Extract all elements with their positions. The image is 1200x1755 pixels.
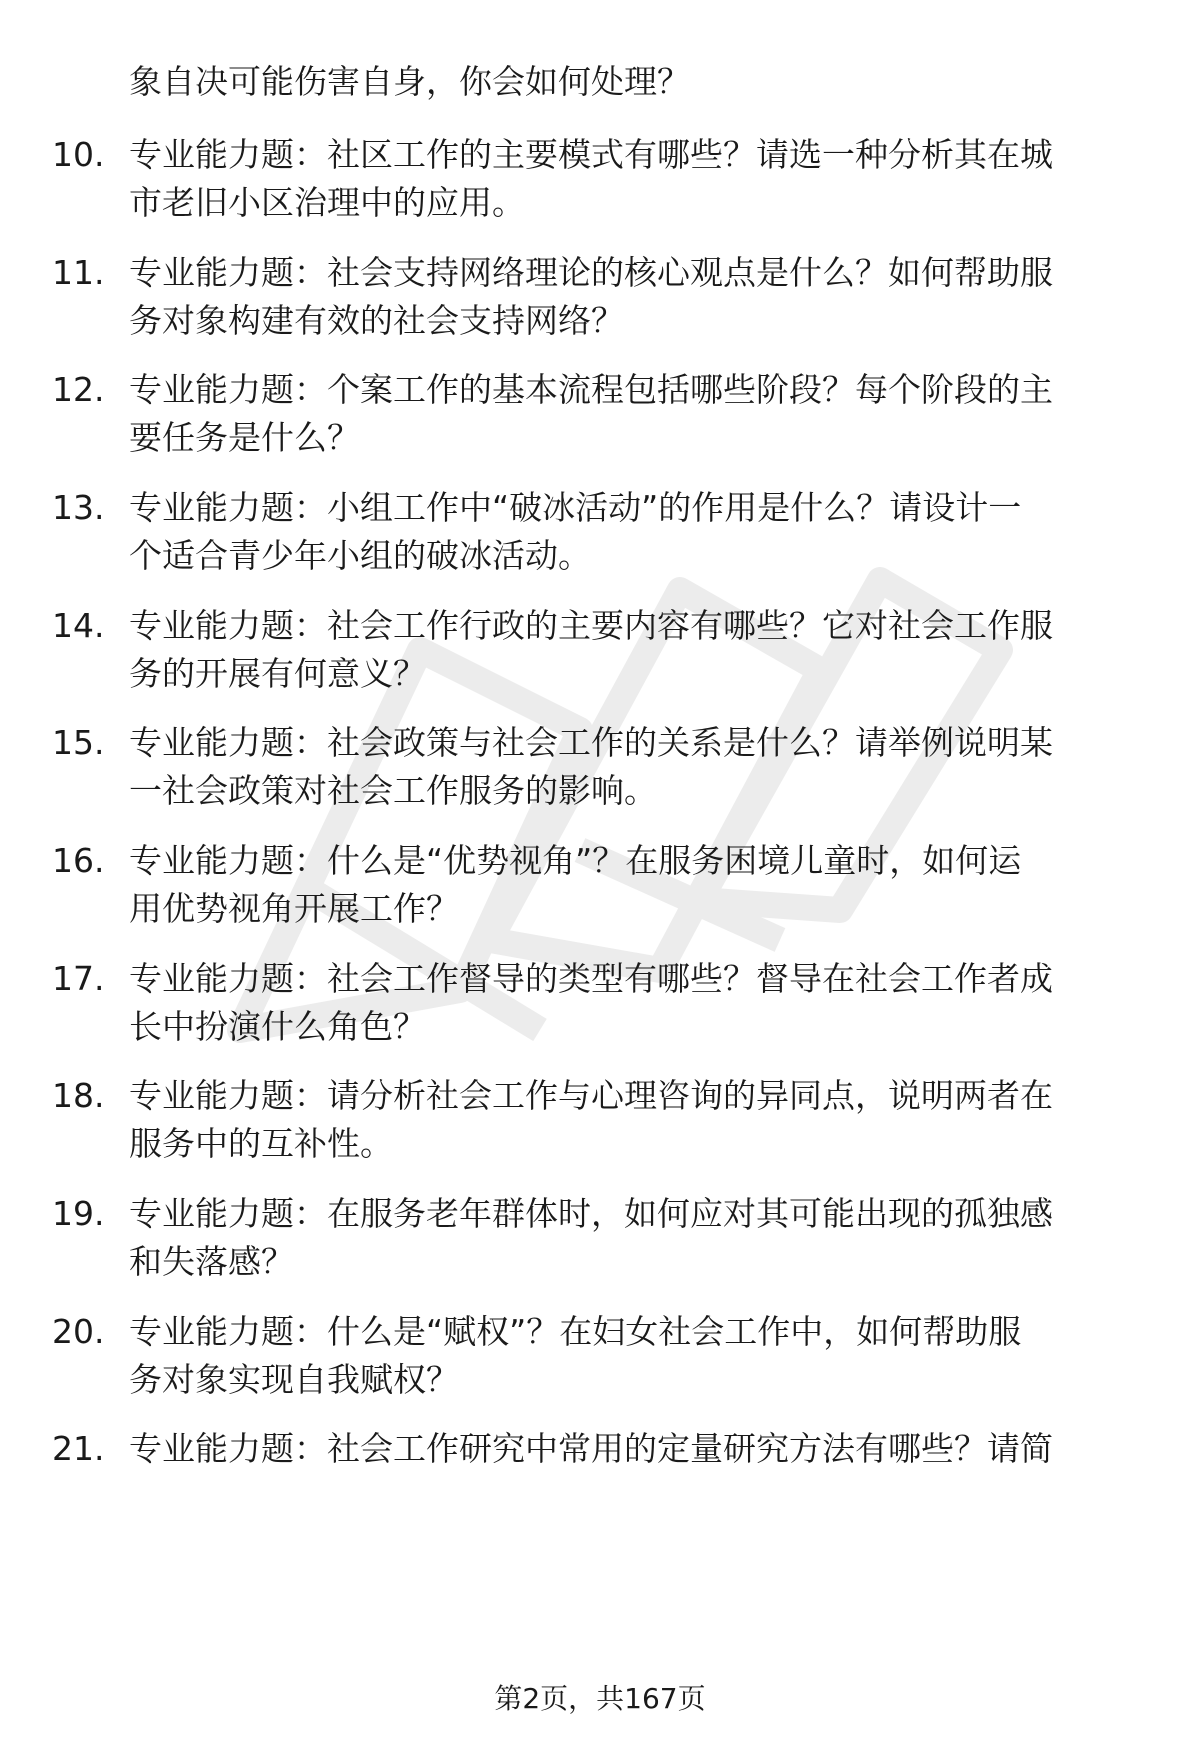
- list-item: [0, 1308, 1200, 1404]
- question-text: [129, 366, 1139, 462]
- question-number: 17.: [52, 959, 105, 998]
- list-item: [0, 1190, 1200, 1286]
- question-line: 专业能力题：社会政策与社会工作的关系是什么？请举例说明某: [129, 723, 1053, 762]
- question-number: 10.: [52, 135, 105, 174]
- question-number: 11.: [52, 253, 105, 292]
- question-line: 专业能力题：社会工作研究中常用的定量研究方法有哪些？请简: [129, 1429, 1053, 1468]
- question-line: 专业能力题：请分析社会工作与心理咨询的异同点，说明两者在: [129, 1076, 1053, 1115]
- question-line: 专业能力题：社会工作行政的主要内容有哪些？它对社会工作服: [129, 606, 1053, 645]
- question-line: 和失落感？: [129, 1242, 294, 1281]
- question-line: 长中扮演什么角色？: [129, 1007, 426, 1046]
- question-text: [129, 837, 1139, 933]
- question-text: [129, 1072, 1139, 1168]
- question-line: 务对象实现自我赋权？: [129, 1360, 459, 1399]
- question-text: [129, 1425, 1139, 1473]
- question-line: 一社会政策对社会工作服务的影响。: [129, 771, 657, 810]
- question-number: 12.: [52, 370, 105, 409]
- list-item: [0, 1425, 1200, 1521]
- question-number: 15.: [52, 723, 105, 762]
- continued-question-text: 象自决可能伤害自身，你会如何处理？: [129, 62, 690, 101]
- question-number: 13.: [52, 488, 105, 527]
- list-item: [0, 955, 1200, 1051]
- question-line: 专业能力题：在服务老年群体时，如何应对其可能出现的孤独感: [129, 1194, 1053, 1233]
- question-number: 21.: [52, 1429, 105, 1468]
- question-text: [129, 955, 1139, 1051]
- list-item: [0, 602, 1200, 698]
- question-line: 专业能力题：什么是“赋权”？在妇女社会工作中，如何帮助服: [129, 1312, 1022, 1351]
- question-text: [129, 602, 1139, 698]
- page-footer: 第2页，共167页: [494, 1682, 706, 1715]
- question-line: 要任务是什么？: [129, 418, 360, 457]
- question-text: [129, 484, 1139, 580]
- question-line: 市老旧小区治理中的应用。: [129, 183, 525, 222]
- list-item: [0, 366, 1200, 462]
- question-line: 务的开展有何意义？: [129, 654, 426, 693]
- question-text: [129, 719, 1139, 815]
- question-number: 19.: [52, 1194, 105, 1233]
- question-number: 18.: [52, 1076, 105, 1115]
- list-item: [0, 719, 1200, 815]
- question-line: 用优势视角开展工作？: [129, 889, 459, 928]
- question-line: 服务中的互补性。: [129, 1124, 393, 1163]
- question-line: 专业能力题：社会工作督导的类型有哪些？督导在社会工作者成: [129, 959, 1053, 998]
- question-text: [129, 1308, 1139, 1404]
- question-line: 个适合青少年小组的破冰活动。: [129, 536, 591, 575]
- question-line: 专业能力题：社区工作的主要模式有哪些？请选一种分析其在城: [129, 135, 1053, 174]
- question-number: 16.: [52, 841, 105, 880]
- question-number: 20.: [52, 1312, 105, 1351]
- list-item: [0, 131, 1200, 227]
- question-line: 专业能力题：社会支持网络理论的核心观点是什么？如何帮助服: [129, 253, 1053, 292]
- question-line: 专业能力题：个案工作的基本流程包括哪些阶段？每个阶段的主: [129, 370, 1053, 409]
- question-line: 专业能力题：什么是“优势视角”？在服务困境儿童时，如何运: [129, 841, 1022, 880]
- question-text: [129, 249, 1139, 345]
- question-text: [129, 131, 1139, 227]
- list-item: [0, 1072, 1200, 1168]
- list-item: [0, 249, 1200, 345]
- question-text: [129, 1190, 1139, 1286]
- question-line: 务对象构建有效的社会支持网络？: [129, 301, 624, 340]
- list-item: [0, 837, 1200, 933]
- question-number: 14.: [52, 606, 105, 645]
- question-line: 专业能力题：小组工作中“破冰活动”的作用是什么？请设计一: [129, 488, 1022, 527]
- list-item: [0, 484, 1200, 580]
